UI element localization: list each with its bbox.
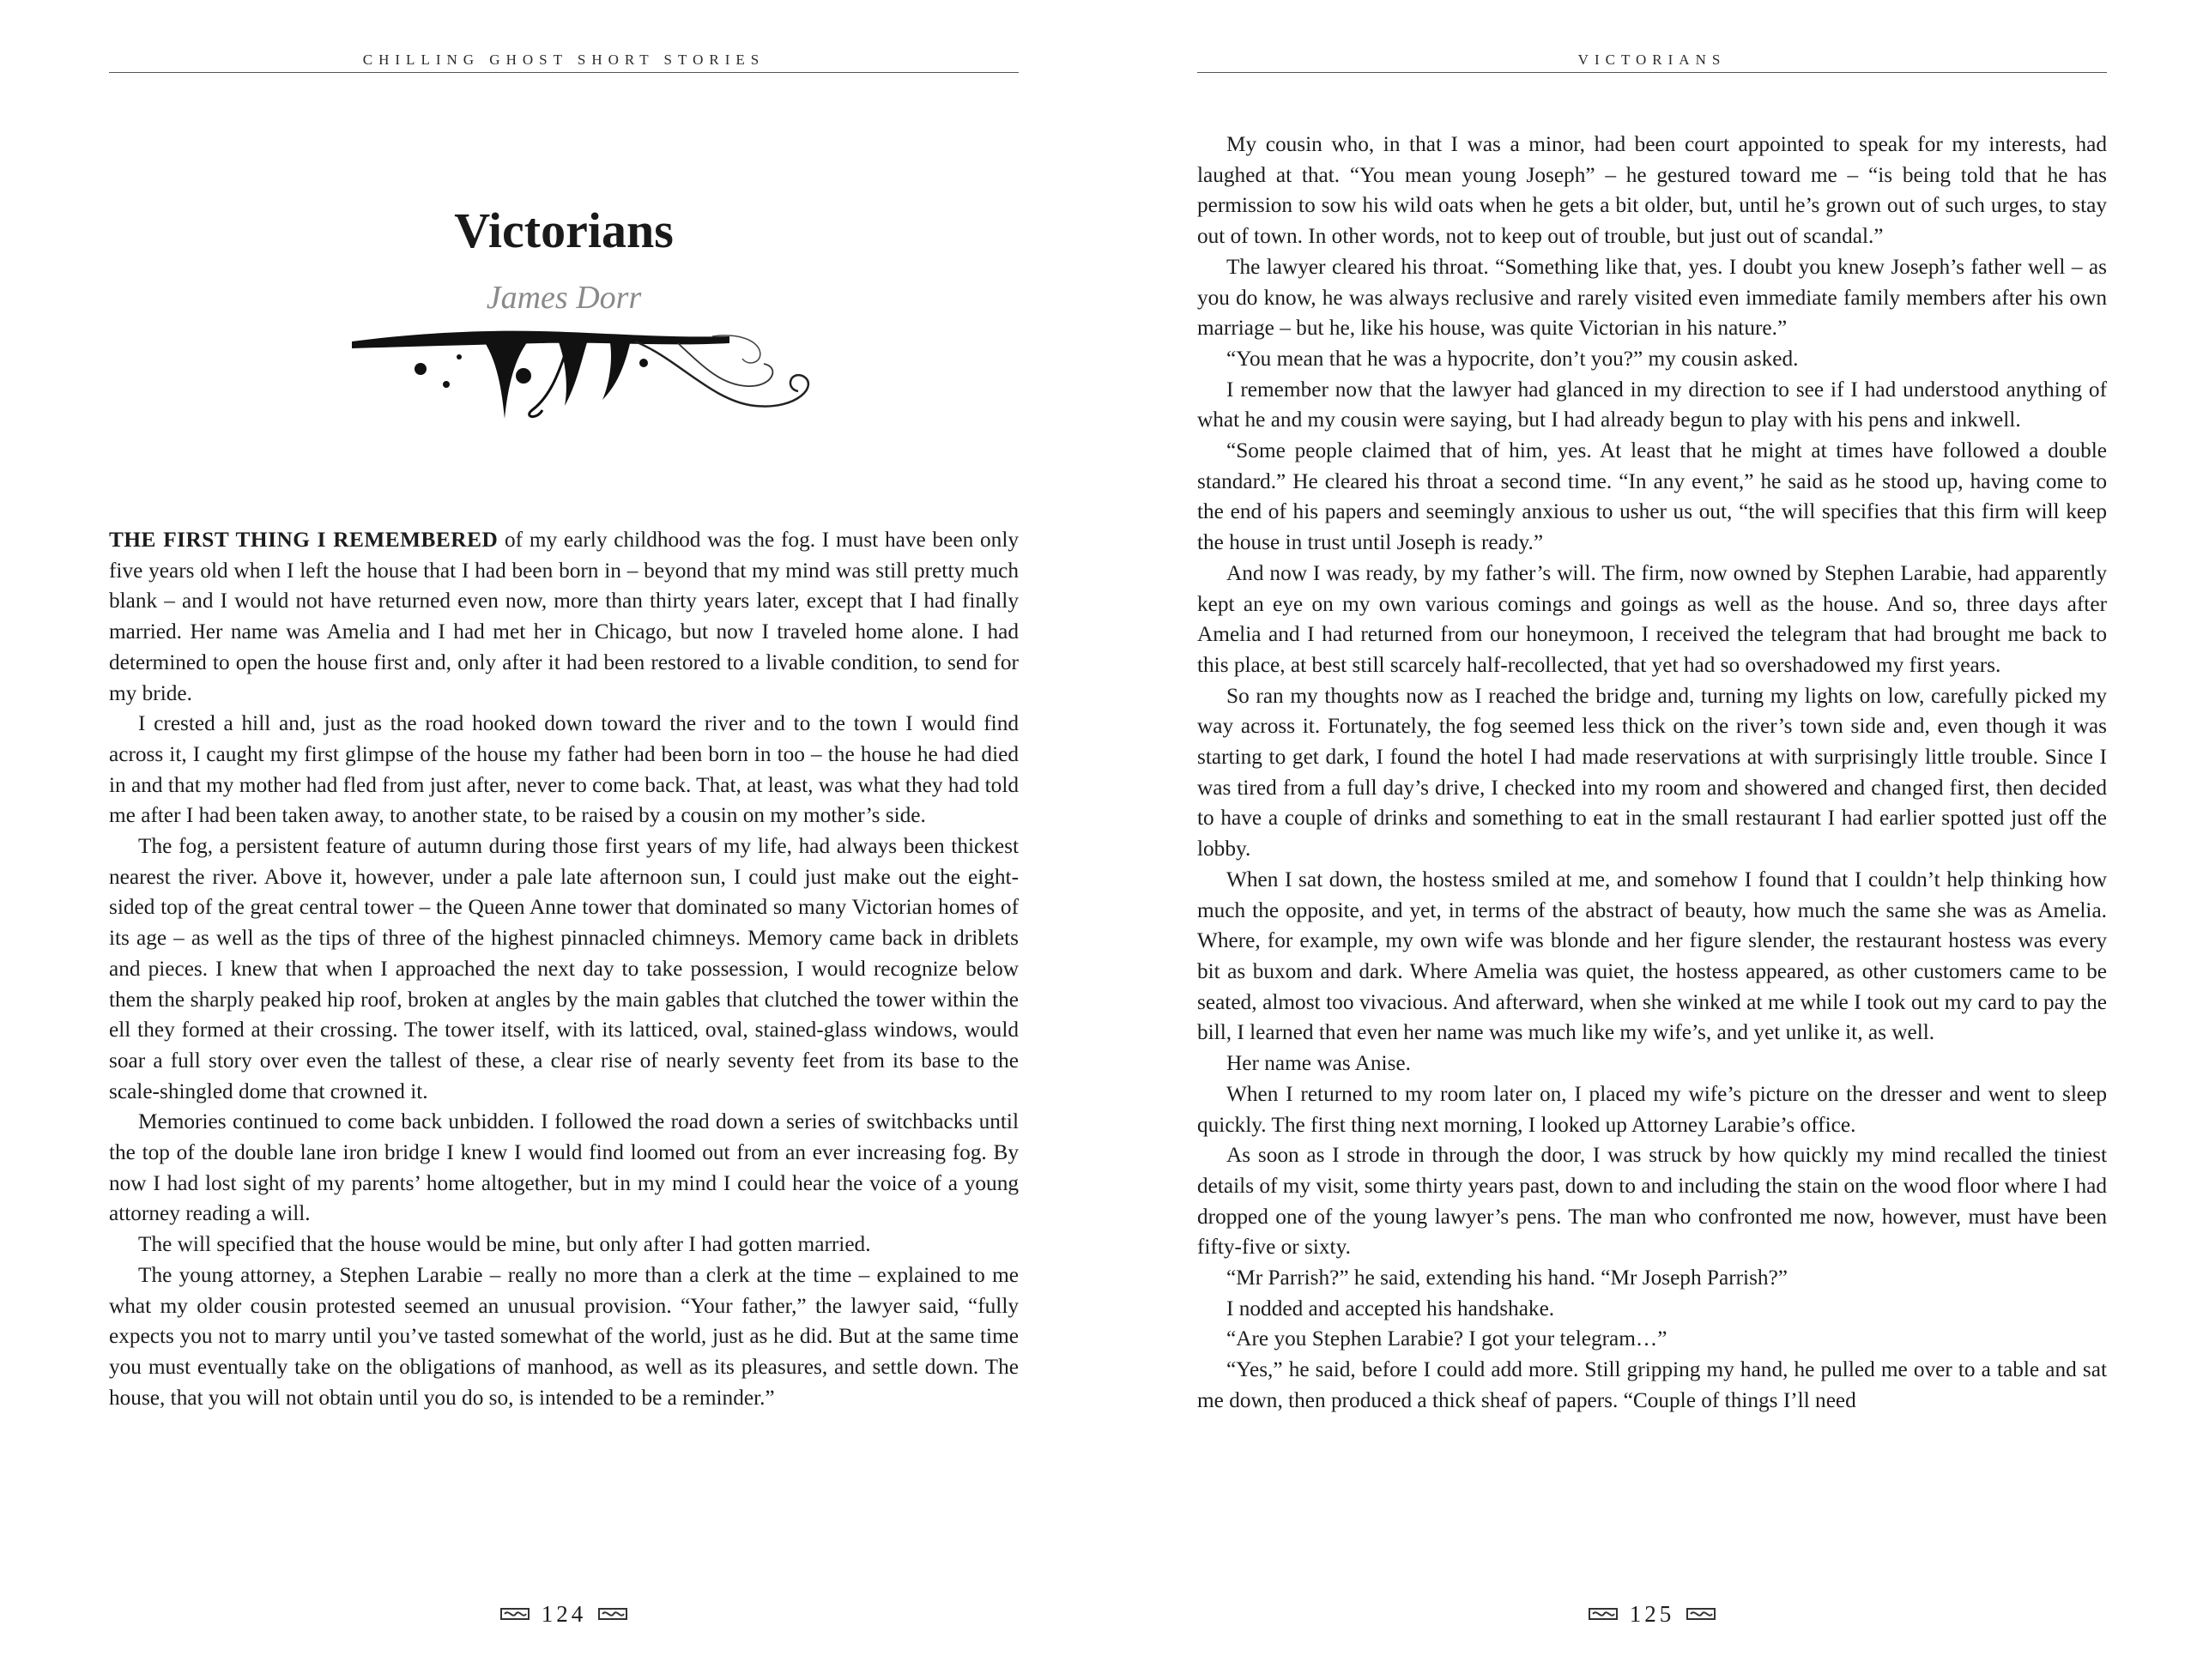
paragraph: So ran my thoughts now as I reached the bridge and, turning my lights on low, carefully picked my way across it. Fortunately, the fog seemed less thick on the river’s town side and, even though it was starting to get dark, I found the hotel I had made reservations at with surprisingly little trouble. Since I was tired from a full day’s drive, I checked into my room and showered and changed first, then decided to have a couple of drinks and something to eat in the small restaurant I had earlier spotted just off the lobby.: [1197, 683, 2107, 861]
paragraph: The will specified that the house would be mine, but only after I had gotten married.: [138, 1232, 871, 1257]
running-head: CHILLING GHOST SHORT STORIES: [362, 51, 766, 68]
paragraph: When I sat down, the hostess smiled at me, and somehow I found that I couldn’t help thinking how much the opposite, and yet, in terms of the abstract of beauty, how much the same she was as Amelia. Where, for example, my own wife was blonde and her figure slender, the restaurant hostess was every bit as buxom and dark. Where Amelia was quiet, the hostess appeared, as other customers came to be seated, almost too vivacious. And afterward, when she winked at me while I took out my card to pay the bill, I learned that even her name was much like my wife’s, and yet unlike it, as well.: [1197, 867, 2107, 1045]
page-number: [109, 1600, 1019, 1628]
paragraph: As soon as I strode in through the door, I was struck by how quickly my mind recalled the tiniest details of my visit, some thirty years past, down to and including the stain on the wood floor where I had dropped one of the young lawyer’s pens. The man who confronted me now, however, must have been fifty-five or sixty.: [1197, 1143, 2107, 1260]
right-page: [1197, 0, 2107, 1680]
paragraph: The fog, a persistent feature of autumn during those first years of my life, had always been thickest nearest the river. Above it, however, under a pale late afternoon sun, I could just make out the eight-sided top of the great central tower – the Queen Anne tower that dominated so many Victorian homes of its age – as well as the tips of three of the highest pinnacled chimneys. Memory came back in driblets and pieces. I knew that when I approached the next day to take possession, I would recognize below them the sharply peaked hip roof, broken at angles by the main gables that clutched the tower within the ell they formed at their crossing. The tower itself, with its latticed, oval, stained-glass windows, would soar a full story over even the tallest of these, a clear rise of nearly seventy feet from its base to the scale-shingled dome that crowned it.: [109, 834, 1019, 1103]
paragraph: “Yes,” he said, before I could add more. Still gripping my hand, he pulled me over to a table and sat me down, then produced a thick sheaf of papers. “Couple of things I’ll need: [1197, 1357, 2107, 1412]
paragraph: “Some people claimed that of him, yes. At least that he might at times have followed a double standard.” He cleared his throat a second time. “In any event,” he said as he stood up, having come to the end of his papers and seemingly anxious to usher us out, “the will specifies that this firm will keep the house in trust until Joseph is ready.”: [1197, 438, 2107, 555]
lead-in: THE FIRST THING I REMEMBERED: [109, 528, 499, 552]
left-body-text: [109, 525, 1019, 1413]
paragraph: [109, 525, 1019, 709]
folio-ornament-icon: [598, 1607, 627, 1621]
header-rule: [109, 72, 1019, 73]
paragraph: Her name was Anise.: [1226, 1051, 1411, 1076]
page-number-text: 125: [1629, 1600, 1675, 1627]
left-page: [109, 0, 1019, 1680]
page-number: [1197, 1600, 2107, 1628]
paragraph: The young attorney, a Stephen Larabie – really no more than a clerk at the time – explained to me what my older cousin protested seemed an unusual provision. “Your father,” the lawyer said, “fully expects you not to marry until you’ve tasted somewhat of the world, just as he did. But at the same time you must eventually take on the obligations of manhood, as well as its pleasures, and settle down. The house, that you will not obtain until you do so, is intended to be a reminder.”: [109, 1262, 1019, 1410]
folio-ornament-icon: [1589, 1607, 1618, 1621]
paragraph: When I returned to my room later on, I placed my wife’s picture on the dresser and went to sleep quickly. The first thing next morning, I looked up Attorney Larabie’s office.: [1197, 1081, 2107, 1137]
running-head: VICTORIANS: [1577, 51, 1727, 68]
author-name: James Dorr: [486, 280, 642, 316]
paragraph: I remember now that the lawyer had glanced in my direction to see if I had understood anything of what he and my cousin were saying, but I had already begun to play with his pens and inkwell.: [1197, 377, 2107, 432]
paragraph: I nodded and accepted his handshake.: [1226, 1296, 1555, 1320]
paragraph-text: of my early childhood was the fog. I must have been only five years old when I left the house that I had been born in – beyond that my mind was still pretty much blank – and I would not have returned even now, more than thirty years later, except that I had finally married. Her name was Amelia and I had met her in Chicago, but now I traveled home alone. I had determined to open the house first and, only after it had been restored to a livable condition, to send for my bride.: [109, 528, 1019, 705]
header-rule: [1197, 72, 2107, 73]
folio-ornament-icon: [500, 1607, 530, 1621]
paragraph: And now I was ready, by my father’s will. The firm, now owned by Stephen Larabie, had apparently kept an eye on my own various comings and goings as well as the house. And so, three days after Amelia and I had returned from our honeymoon, I received the telegram that had brought me back to this place, at best still scarcely half-recollected, that yet had so overshadowed my first years.: [1197, 560, 2107, 677]
paragraph: Memories continued to come back unbidden. I followed the road down a series of switchbacks until the top of the double lane iron bridge I knew I would find loomed out from an ever increasing fog. By now I had lost sight of my parents’ home altogether, but in my mind I could hear the voice of a young attorney reading a will.: [109, 1109, 1019, 1226]
paragraph: “Mr Parrish?” he said, extending his hand. “Mr Joseph Parrish?”: [1226, 1266, 1788, 1290]
paragraph: My cousin who, in that I was a minor, had been court appointed to speak for my interests, had laughed at that. “You mean young Joseph” – he gestured toward me – “is being told that he has permission to sow his wild oats when he gets a bit older, but, until he’s grown out of such urges, to stay out of town. In other words, not to keep out of trouble, but just out of scandal.”: [1197, 132, 2107, 249]
paragraph: “You mean that he was a hypocrite, don’t you?” my cousin asked.: [1226, 346, 1799, 371]
chapter-title: Victorians: [454, 202, 674, 258]
right-body-text: [1197, 130, 2107, 1417]
paragraph: “Are you Stephen Larabie? I got your telegram…”: [1226, 1326, 1667, 1351]
ink-flourish-ornament: [352, 324, 884, 432]
paragraph: The lawyer cleared his throat. “Something like that, yes. I doubt you knew Joseph’s father well – as you do know, he was always reclusive and rarely visited even immediate family members after his own marriage – but he, like his house, was quite Victorian in his nature.”: [1197, 254, 2107, 341]
folio-ornament-icon: [1686, 1607, 1716, 1621]
page-number-text: 124: [541, 1600, 587, 1627]
paragraph: I crested a hill and, just as the road hooked down toward the river and to the town I would find across it, I caught my first glimpse of the house my father had been born in too – the house he had died in and that my mother had fled from just after, never to come back. That, at least, was what they had told me after I had been taken away, to another state, to be raised by a cousin on my mother’s side.: [109, 711, 1019, 828]
